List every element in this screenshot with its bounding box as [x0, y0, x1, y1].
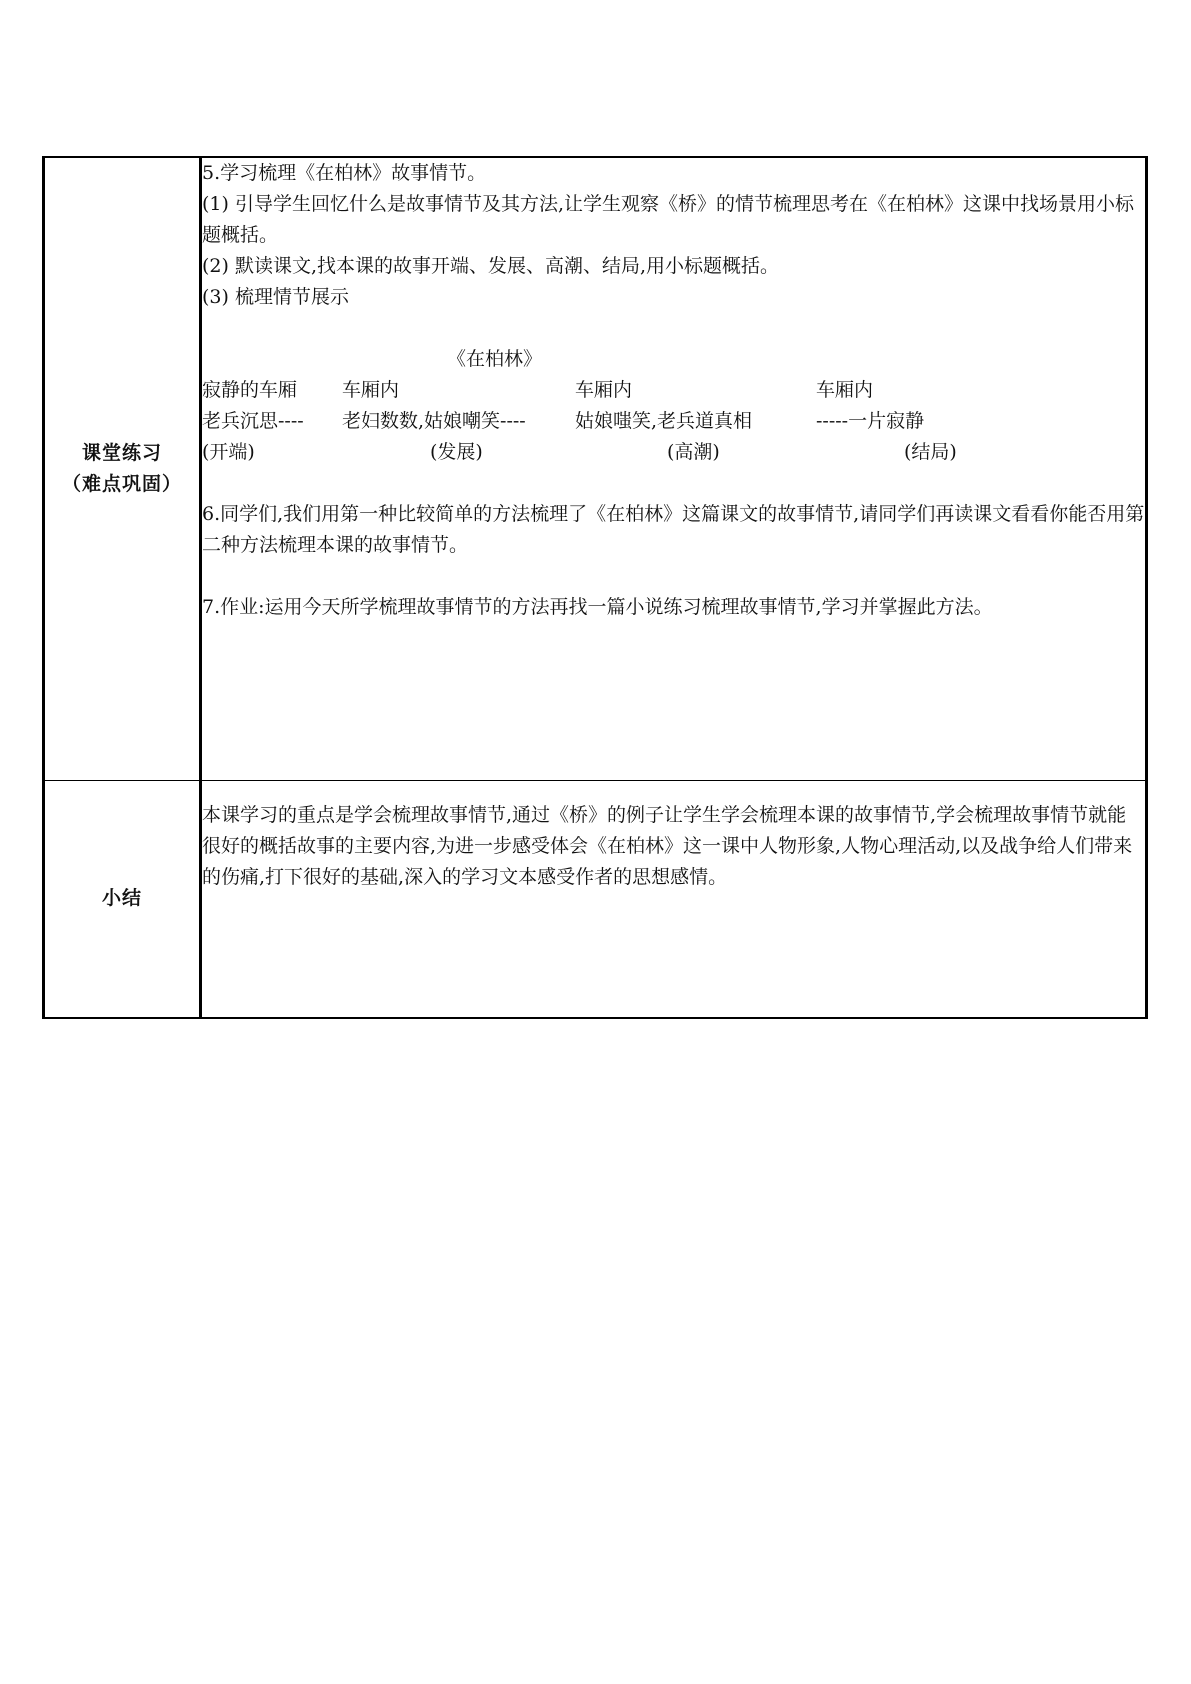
plot-stage: (高潮): [667, 441, 720, 463]
summary-label: 小结: [101, 887, 142, 910]
plot-scene: 车厢内: [575, 379, 633, 401]
item-5-3: (3) 梳理情节展示: [202, 286, 349, 308]
summary-row: [44, 780, 1147, 1018]
plot-title: 《在柏林》: [447, 348, 543, 370]
summary-label-cell: [44, 780, 201, 1018]
item-7: 7.作业:运用今天所学梳理故事情节的方法再找一篇小说练习梳理故事情节,学习并掌握此方法。: [202, 596, 993, 618]
plot-scene: 寂静的车厢: [202, 379, 298, 401]
lesson-plan-table: [42, 156, 1148, 1019]
item-6: 6.同学们,我们用第一种比较简单的方法梳理了《在柏林》这篇课文的故事情节,请同学们再读课文看看你能否用第二种方法梳理本课的故事情节。: [202, 503, 1145, 556]
plot-stage: (开端): [202, 441, 255, 463]
plot-event: 老兵沉思----: [202, 410, 304, 432]
practice-label: 课堂练习: [81, 441, 162, 464]
practice-content-cell: [201, 157, 1147, 780]
plot-event: 姑娘嗤笑,老兵道真相: [575, 410, 753, 432]
practice-label-cell: [44, 157, 201, 780]
plot-event: 老妇数数,姑娘嘲笑----: [342, 410, 526, 432]
item-5: 5.学习梳理《在柏林》故事情节。: [202, 162, 487, 184]
spacer: [202, 561, 1145, 592]
plot-outline: [202, 375, 1145, 468]
summary-text: 本课学习的重点是学会梳理故事情节,通过《桥》的例子让学生学会梳理本课的故事情节,学会梳理故事情节就能很好的概括故事的主要内容,为进一步感受体会《在柏林》这一课中人物形象,人物心理活动,以及战争给人们带来的伤痛,打下很好的基础,深入的学习文本感受作者的思想感情。: [202, 803, 1133, 888]
practice-row: [44, 157, 1147, 780]
practice-sublabel: （难点巩固）: [61, 472, 182, 495]
item-5-2: (2) 默读课文,找本课的故事开端、发展、高潮、结局,用小标题概括。: [202, 255, 780, 277]
spacer: [202, 313, 1145, 344]
plot-event: -----一片寂静: [816, 410, 925, 432]
summary-content-cell: [201, 780, 1147, 1018]
plot-stage: (结局): [904, 441, 957, 463]
plot-scene: 车厢内: [816, 379, 874, 401]
plot-stage: (发展): [430, 441, 483, 463]
item-5-1: (1) 引导学生回忆什么是故事情节及其方法,让学生观察《桥》的情节梳理思考在《在柏林》这课中找场景用小标题概括。: [202, 193, 1134, 246]
plot-scene: 车厢内: [342, 379, 400, 401]
spacer: [202, 468, 1145, 499]
